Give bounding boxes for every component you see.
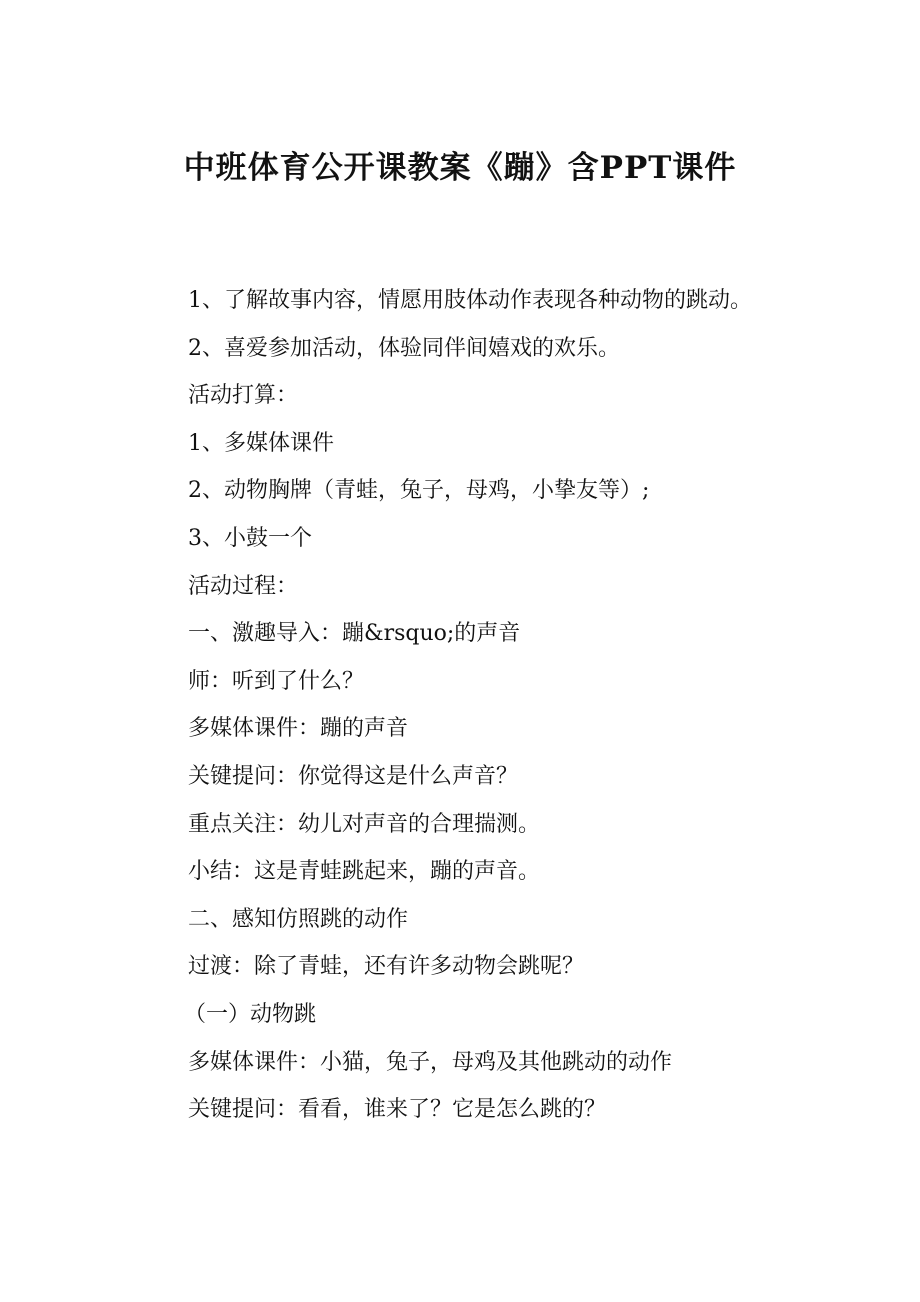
paragraph-summary: 小结：这是青蛙跳起来，蹦的声音。	[188, 859, 541, 885]
paragraph-multimedia-animals: 多媒体课件：小猫，兔子，母鸡及其他跳动的动作	[188, 1049, 673, 1075]
paragraph-preparation-1: 1、多媒体课件	[188, 430, 334, 456]
paragraph-teacher-question: 师：听到了什么？	[188, 668, 365, 694]
paragraph-process-heading: 活动过程：	[188, 573, 299, 599]
paragraph-preparation-3: 3、小鼓一个	[188, 525, 312, 551]
paragraph-focus: 重点关注：幼儿对声音的合理揣测。	[188, 811, 541, 837]
paragraph-preparation-heading: 活动打算：	[188, 383, 299, 409]
paragraph-section-2-heading: 二、感知仿照跳的动作	[188, 906, 409, 932]
document-body	[140, 277, 790, 1134]
paragraph-key-question-2: 关键提问：看看，谁来了？它是怎么跳的？	[188, 1097, 607, 1123]
paragraph-multimedia-sound: 多媒体课件：蹦的声音	[188, 716, 409, 742]
paragraph-preparation-2: 2、动物胸牌（青蛙，兔子，母鸡，小挚友等）;	[188, 478, 650, 504]
paragraph-key-question-1: 关键提问：你觉得这是什么声音？	[188, 763, 519, 789]
paragraph-subsection-1: （一）动物跳	[184, 1001, 317, 1027]
paragraph-section-1-heading: 一、激趣导入：蹦&rsquo;的声音	[188, 621, 521, 647]
paragraph-transition: 过渡：除了青蛙，还有许多动物会跳呢？	[188, 954, 585, 980]
paragraph-goal-2: 2、喜爱参加活动，体验同伴间嬉戏的欢乐。	[188, 335, 620, 361]
document-title: 中班体育公开课教案《蹦》含PPT课件	[183, 150, 737, 186]
paragraph-goal-1: 1、了解故事内容，情愿用肢体动作表现各种动物的跳动。	[188, 288, 752, 313]
